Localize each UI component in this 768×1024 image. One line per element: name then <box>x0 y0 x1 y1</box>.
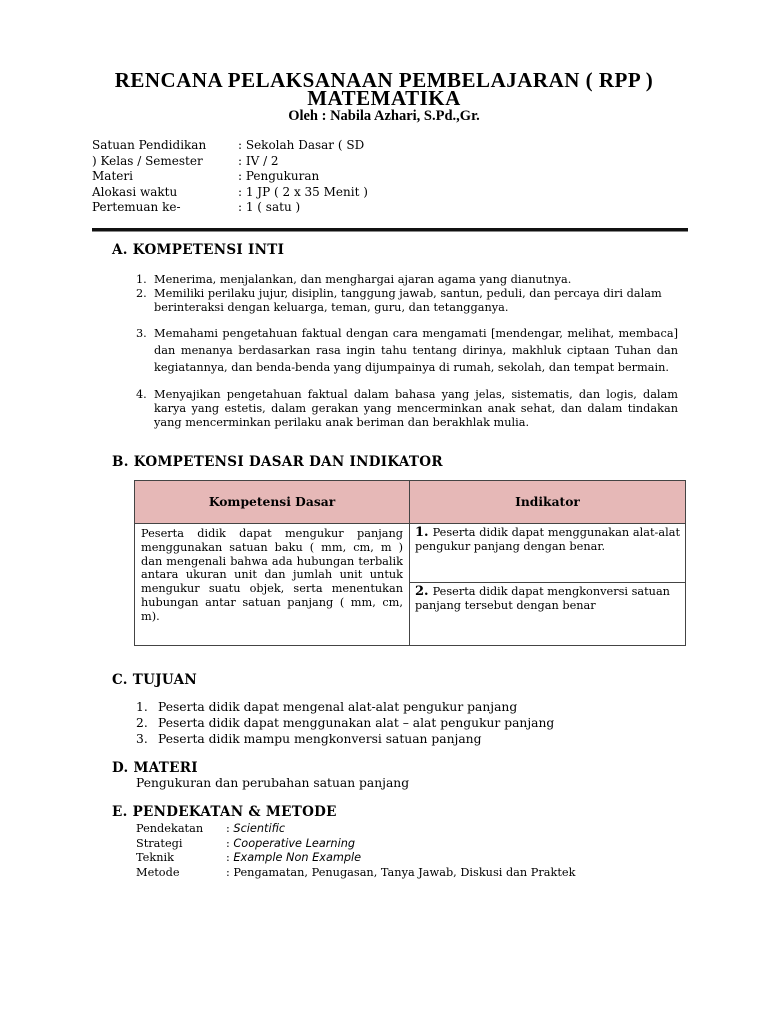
list-number: 2. <box>136 716 148 730</box>
info-row <box>92 154 368 170</box>
info-label: Materi <box>92 169 133 183</box>
indikator-number: 1. <box>415 525 429 540</box>
method-row: Teknik : Example Non Example <box>136 851 362 864</box>
list-text: Menerima, menjalankan, dan menghargai ajaran agama yang dianutnya. <box>154 273 572 286</box>
section-a-heading: A. KOMPETENSI INTI <box>112 242 285 258</box>
method-value: Pengamatan, Penugasan, Tanya Jawab, Diskusi dan Praktek <box>233 865 576 879</box>
method-value: Cooperative Learning <box>233 836 356 850</box>
indikator-text: Peserta didik dapat mengkonversi satuan panjang tersebut dengan benar <box>415 585 670 612</box>
document-title-line2: MATEMATIKA <box>307 86 461 110</box>
method-row: Pendekatan : Scientific <box>136 822 286 835</box>
list-number: 2. <box>136 287 147 300</box>
indikator-cell <box>410 524 686 583</box>
list-text: Peserta didik dapat mengenal alat-alat pengukur panjang <box>158 700 518 714</box>
kompetensi-dasar-cell <box>135 524 410 646</box>
table-header-indikator: Indikator <box>410 481 686 524</box>
info-value: : 1 ( satu ) <box>238 200 301 214</box>
list-text: Menyajikan pengetahuan faktual dalam bahasa yang jelas, sistematis, dan logis, dalam karya yang estetis, dalam gerakan yang mencerminkan anak sehat, dan dalam tindakan yang mencerminkan perilaku anak beriman dan berakhlak mulia. <box>154 388 678 429</box>
table-header-kompetensi-dasar: Kompetensi Dasar <box>135 481 410 524</box>
table-row <box>135 524 686 583</box>
info-label: Satuan Pendidikan <box>92 138 207 152</box>
method-label: Metode <box>136 865 180 879</box>
method-row: Metode : Pengamatan, Penugasan, Tanya Jawab, Diskusi dan Praktek <box>136 865 576 879</box>
kompetensi-inti-list <box>136 273 678 430</box>
pendekatan-metode-block <box>136 822 575 880</box>
list-number: 1. <box>136 700 148 714</box>
kompetensi-dasar-text: Peserta didik dapat mengukur panjang menggunakan satuan baku ( mm, cm, m ) dan mengenali bahwa ada hubungan terbalik antara ukuran unit dan jumlah unit untuk mengukur suatu objek, serta menentukan hubungan antar satuan panjang ( mm, cm, m). <box>141 527 403 623</box>
info-label: Alokasi waktu <box>92 184 178 199</box>
kompetensi-indikator-table <box>134 480 686 646</box>
list-text: Memahami pengetahuan faktual dengan cara mengamati [mendengar, melihat, membaca] dan menanya berdasarkan rasa ingin tahu tentang dirinya, makhluk ciptaan Tuhan dan kegiatannya, dan benda-benda yang dijumpainya di rumah, sekolah, dan tempat bermain. <box>154 327 678 374</box>
method-label: Pendekatan <box>136 822 204 835</box>
method-value: Scientific <box>233 822 286 835</box>
header-divider-shadow <box>92 231 688 232</box>
document-title-line1: RENCANA PELAKSANAAN PEMBELAJARAN ( RPP ) <box>114 68 654 92</box>
table-header-row <box>135 481 686 524</box>
info-value: : Pengukuran <box>238 169 320 183</box>
method-label: Strategi <box>136 836 183 850</box>
list-number: 4. <box>136 388 147 401</box>
list-number: 3. <box>136 732 148 746</box>
method-value: Example Non Example <box>233 851 362 864</box>
info-row <box>92 200 368 216</box>
document-author: Oleh : Nabila Azhari, S.Pd.,Gr. <box>288 108 480 124</box>
info-value: : IV / 2 <box>238 153 279 168</box>
list-item <box>136 325 678 376</box>
materi-text: Pengukuran dan perubahan satuan panjang <box>136 776 410 790</box>
method-label: Teknik <box>136 851 174 864</box>
info-value: : 1 JP ( 2 x 35 Menit ) <box>238 184 368 199</box>
section-c-heading: C. TUJUAN <box>112 672 197 688</box>
info-row <box>92 185 368 201</box>
list-item <box>136 287 678 315</box>
indikator-number: 2. <box>415 584 429 599</box>
identity-info-block <box>92 138 368 216</box>
info-value: : Sekolah Dasar ( SD <box>238 138 365 152</box>
list-text: Memiliki perilaku jujur, disiplin, tanggung jawab, santun, peduli, dan percaya diri dalam berinteraksi dengan keluarga, teman, guru, dan tetangganya. <box>154 287 662 314</box>
list-text: Peserta didik dapat menggunakan alat – alat pengukur panjang <box>158 716 555 730</box>
info-label: ) Kelas / Semester <box>92 153 203 168</box>
list-number: 3. <box>136 327 147 340</box>
indikator-text: Peserta didik dapat menggunakan alat-alat pengukur panjang dengan benar. <box>415 526 680 553</box>
list-item <box>136 388 678 430</box>
list-item <box>136 699 554 715</box>
info-row <box>92 138 368 154</box>
tujuan-list <box>136 699 554 747</box>
method-row: Strategi : Cooperative Learning <box>136 836 356 850</box>
section-e-heading: E. PENDEKATAN & METODE <box>112 804 337 820</box>
list-number: 1. <box>136 273 147 286</box>
section-b-heading: B. KOMPETENSI DASAR DAN INDIKATOR <box>112 454 443 470</box>
info-label: Pertemuan ke- <box>92 200 181 214</box>
list-item <box>136 731 554 747</box>
section-d-heading: D. MATERI <box>112 760 198 776</box>
info-row <box>92 169 368 185</box>
list-item <box>136 715 554 731</box>
indikator-cell <box>410 583 686 646</box>
list-item <box>136 273 678 287</box>
list-text: Peserta didik mampu mengkonversi satuan panjang <box>158 732 482 746</box>
